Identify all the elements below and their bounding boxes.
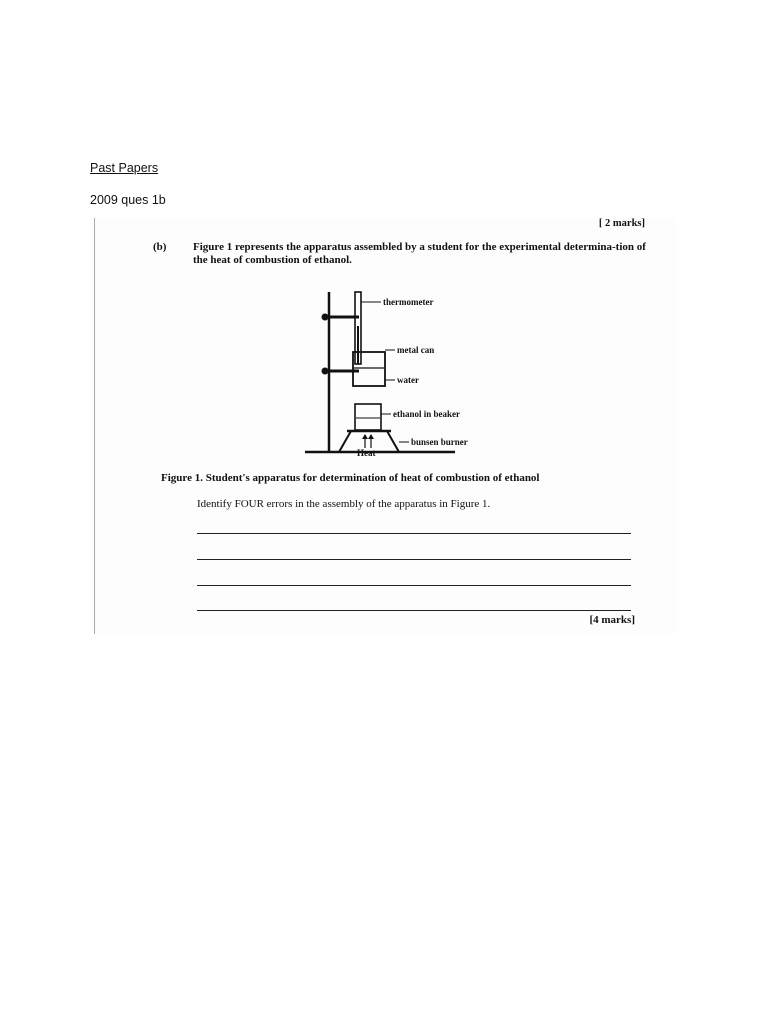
ethanol-beaker bbox=[355, 404, 381, 430]
instruction-text: Identify FOUR errors in the assembly of the apparatus in Figure 1. bbox=[197, 498, 491, 510]
thermometer-label: thermometer bbox=[383, 297, 434, 307]
apparatus-figure bbox=[295, 286, 575, 458]
document-heading: Past Papers bbox=[90, 161, 159, 175]
answer-line bbox=[197, 610, 631, 611]
question-text: Figure 1 represents the apparatus assembled by a student for the experimental determina-tion of the heat of combustion of ethanol. bbox=[193, 241, 646, 266]
figure-caption: Figure 1. Student's apparatus for determination of heat of combustion of ethanol bbox=[161, 472, 540, 484]
answer-line bbox=[197, 559, 631, 560]
ethanol-beaker-label: ethanol in beaker bbox=[393, 409, 461, 419]
document-subheading: 2009 ques 1b bbox=[90, 193, 166, 207]
heat-label: Heat bbox=[357, 448, 376, 458]
upper-clamp-boss bbox=[322, 314, 329, 321]
previous-marks: [ 2 marks] bbox=[598, 218, 645, 229]
marks-label: [4 marks] bbox=[589, 614, 635, 626]
part-label: (b) bbox=[153, 241, 167, 253]
answer-line bbox=[197, 585, 631, 586]
answer-line bbox=[197, 533, 631, 534]
lower-clamp-boss bbox=[322, 368, 329, 375]
water-label: water bbox=[397, 375, 419, 385]
metal-can-label: metal can bbox=[397, 345, 435, 355]
bunsen-burner-label: bunsen burner bbox=[411, 437, 468, 447]
question-scan bbox=[94, 218, 677, 634]
